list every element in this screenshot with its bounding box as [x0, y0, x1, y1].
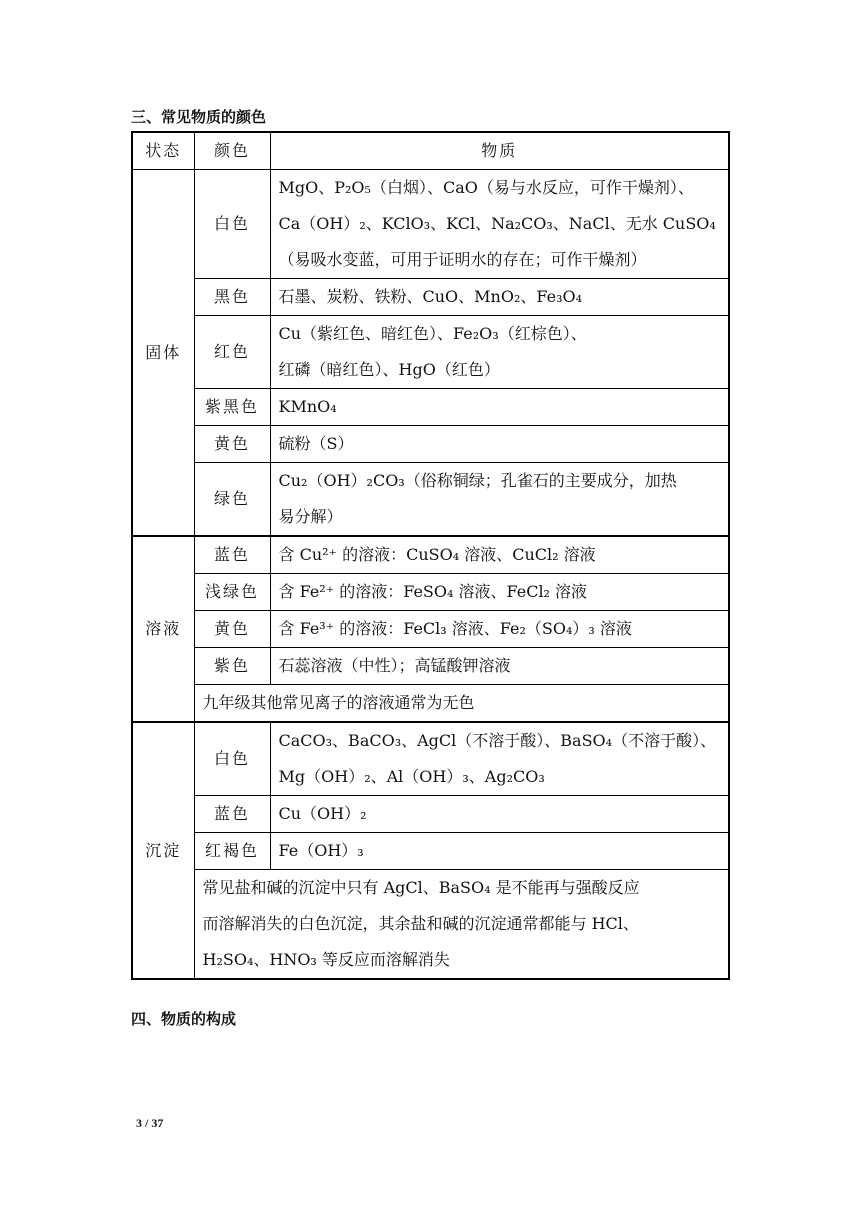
- substance-color-table: [131, 131, 730, 980]
- substance-line: Fe（OH）₃: [278, 841, 364, 860]
- color-cell: 紫色: [194, 648, 270, 685]
- substance-cell: [270, 279, 729, 316]
- substance-line: Cu₂（OH）₂CO₃（俗称铜绿；孔雀石的主要成分，加热: [278, 471, 677, 490]
- color-cell: 白色: [194, 722, 270, 796]
- substance-line: 石蕊溶液（中性）；高锰酸钾溶液: [278, 656, 511, 675]
- color-cell: 浅绿色: [194, 574, 270, 611]
- color-cell: 黄色: [194, 426, 270, 463]
- note-line: 而溶解消失的白色沉淀，其余盐和碱的沉淀通常都能与 HCl、: [202, 914, 639, 933]
- substance-cell: [270, 611, 729, 648]
- substance-line: （易吸水变蓝，可用于证明水的存在；可作干燥剂）: [278, 250, 647, 269]
- color-cell: 绿色: [194, 463, 270, 537]
- state-precipitate: 沉淀: [132, 722, 194, 979]
- color-cell: 白色: [194, 170, 270, 279]
- section-3-heading: 三、常见物质的颜色: [131, 108, 267, 126]
- substance-cell: [270, 574, 729, 611]
- substance-line: 含 Cu²⁺ 的溶液：CuSO₄ 溶液、CuCl₂ 溶液: [278, 545, 596, 564]
- note-line: 九年级其他常见离子的溶液通常为无色: [202, 693, 475, 712]
- precipitate-note: [194, 870, 729, 980]
- color-cell: 紫黑色: [194, 389, 270, 426]
- section-4-heading: 四、物质的构成: [131, 1010, 237, 1028]
- substance-cell: [270, 536, 729, 574]
- substance-cell: [270, 833, 729, 870]
- header-state: 状态: [132, 132, 194, 170]
- substance-line: 硫粉（S）: [278, 434, 354, 453]
- state-solution: 溶液: [132, 536, 194, 722]
- substance-cell: [270, 389, 729, 426]
- state-solid: 固体: [132, 170, 194, 537]
- substance-line: 石墨、炭粉、铁粉、CuO、MnO₂、Fe₃O₄: [278, 287, 583, 306]
- substance-line: 含 Fe²⁺ 的溶液：FeSO₄ 溶液、FeCl₂ 溶液: [278, 582, 588, 601]
- substance-line: Cu（紫红色、暗红色）、Fe₂O₃（红棕色）、: [278, 324, 587, 343]
- substance-line: 红磷（暗红色）、HgO（红色）: [278, 360, 500, 379]
- substance-line: 易分解）: [278, 507, 343, 526]
- note-line: 常见盐和碱的沉淀中只有 AgCl、BaSO₄ 是不能再与强酸反应: [202, 878, 640, 897]
- solution-note: [194, 685, 729, 723]
- page-number: 3 / 37: [136, 1116, 164, 1130]
- substance-line: Cu（OH）₂: [278, 804, 367, 823]
- substance-line: KMnO₄: [278, 397, 337, 416]
- header-color: 颜色: [194, 132, 270, 170]
- substance-cell: [270, 426, 729, 463]
- substance-line: MgO、P₂O₅（白烟）、CaO（易与水反应，可作干燥剂）、: [278, 178, 694, 197]
- substance-cell: [270, 463, 729, 537]
- note-line: H₂SO₄、HNO₃ 等反应而溶解消失: [202, 950, 450, 969]
- substance-line: CaCO₃、BaCO₃、AgCl（不溶于酸）、BaSO₄（不溶于酸）、: [278, 731, 717, 750]
- substance-line: Mg（OH）₂、Al（OH）₃、Ag₂CO₃: [278, 767, 545, 786]
- color-cell: 红褐色: [194, 833, 270, 870]
- color-cell: 蓝色: [194, 796, 270, 833]
- substance-cell: [270, 648, 729, 685]
- substance-cell: [270, 796, 729, 833]
- color-cell: 红色: [194, 316, 270, 389]
- header-substance: 物质: [270, 132, 729, 170]
- color-cell: 黄色: [194, 611, 270, 648]
- substance-cell: [270, 316, 729, 389]
- color-cell: 黑色: [194, 279, 270, 316]
- substance-line: 含 Fe³⁺ 的溶液：FeCl₃ 溶液、Fe₂（SO₄）₃ 溶液: [278, 619, 632, 638]
- substance-cell: [270, 170, 729, 279]
- color-cell: 蓝色: [194, 536, 270, 574]
- substance-cell: [270, 722, 729, 796]
- substance-line: Ca（OH）₂、KClO₃、KCl、Na₂CO₃、NaCl、无水 CuSO₄: [278, 214, 716, 233]
